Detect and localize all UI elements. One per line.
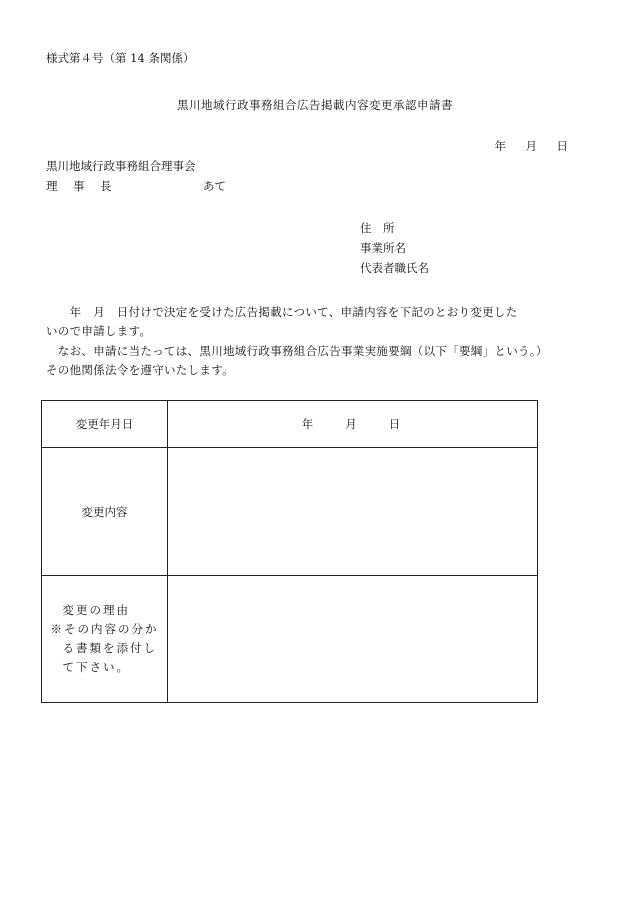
representative-label: 代表者職氏名 <box>360 261 429 275</box>
address-label: 住 所 <box>360 221 395 235</box>
body-paragraph-2 <box>46 342 576 380</box>
change-date-label: 変更年月日 <box>42 401 168 448</box>
change-date-value[interactable]: 年 月 日 <box>168 401 538 448</box>
change-reason-heading: 変更の理由 <box>62 603 130 617</box>
form-number: 様式第４号（第 14 条関係） <box>46 51 195 65</box>
change-reason-label <box>42 576 168 703</box>
addressee-role: 理 事 長 <box>46 179 114 193</box>
change-content-label: 変更内容 <box>42 448 168 576</box>
change-reason-field[interactable] <box>168 576 538 703</box>
office-name-label: 事業所名 <box>360 241 406 255</box>
body-paragraph-1 <box>46 303 576 341</box>
addressee-org: 黒川地域行政事務組合理事会 <box>46 159 196 173</box>
change-content-field[interactable] <box>168 448 538 576</box>
body-para2-line1: なお、申請に当たっては、黒川地域行政事務組合広告事業実施要綱（以下「要綱」という。） <box>46 344 548 358</box>
table-row-change-date <box>42 401 538 448</box>
attachment-note-line2: る書類を添付し <box>62 641 157 655</box>
table-row-change-reason <box>42 576 538 703</box>
addressee-suffix: あて <box>203 179 226 193</box>
attachment-note-line1: ※その内容の分か <box>50 622 159 636</box>
document-title: 黒川地域行政事務組合広告掲載内容変更承認申請書 <box>177 98 453 112</box>
body-para1-line1: 年 月 日付けで決定を受けた広告掲載について、申請内容を下記のとおり変更した <box>46 305 518 319</box>
attachment-note-line3: て下さい。 <box>62 660 130 674</box>
date-line: 年 月 日 <box>494 139 572 153</box>
table-row-change-content <box>42 448 538 576</box>
change-form-table <box>41 400 538 703</box>
body-para2-line2: その他関係法令を遵守いたします。 <box>46 363 234 377</box>
body-para1-line2: いので申請します。 <box>46 324 152 338</box>
